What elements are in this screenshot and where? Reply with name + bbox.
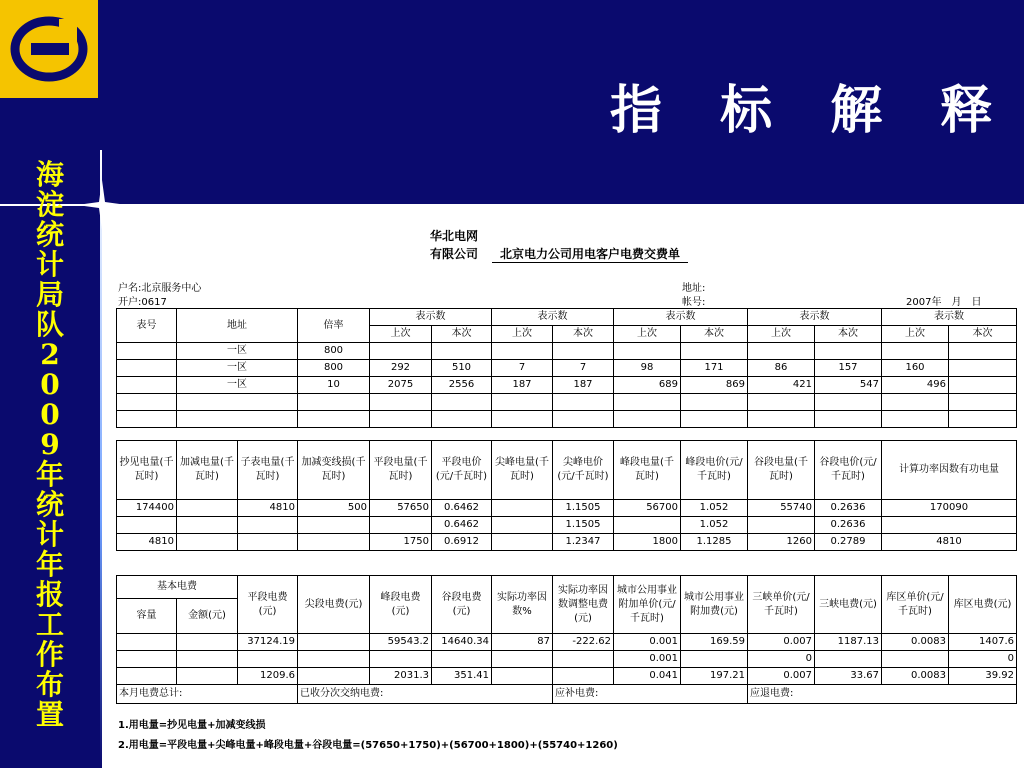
table-cell	[432, 411, 492, 428]
table-cell	[238, 517, 298, 534]
table-cell: 4810	[882, 534, 1017, 551]
table-row	[117, 377, 1017, 394]
side-title	[22, 160, 78, 730]
table-cell: 一区	[177, 343, 298, 360]
header-reading: 表示数	[492, 309, 614, 326]
table-cell	[298, 651, 370, 668]
table-cell	[177, 394, 298, 411]
bill-document	[112, 222, 1020, 762]
table-cell	[949, 360, 1017, 377]
column-header: 城市公用事业附加费(元)	[681, 576, 748, 634]
table-cell	[553, 394, 614, 411]
company-line-1: 华北电网	[430, 229, 479, 243]
bill-title: 北京电力公司用电客户电费交费单	[492, 245, 688, 263]
table-cell	[882, 343, 949, 360]
side-title-char: 淀	[35, 188, 64, 221]
account-no-label: 帐号:	[682, 297, 706, 308]
table-cell	[882, 394, 949, 411]
side-title-char: 0	[40, 398, 60, 431]
table-cell: 689	[614, 377, 681, 394]
column-header: 峰段电价(元/千瓦时)	[681, 441, 748, 500]
table-cell	[117, 651, 177, 668]
table-cell	[492, 534, 553, 551]
table-cell	[117, 668, 177, 685]
account-name: 户名:北京服务中心	[118, 283, 202, 294]
table-cell: 0.2636	[815, 500, 882, 517]
table-cell: 0.001	[614, 634, 681, 651]
table-cell: 0.6462	[432, 500, 492, 517]
side-title-char: 统	[35, 488, 64, 521]
table-cell	[553, 411, 614, 428]
table-cell: 0	[949, 651, 1017, 668]
table-row	[117, 500, 1017, 517]
table-row	[117, 534, 1017, 551]
table-cell	[492, 343, 553, 360]
table-row	[117, 634, 1017, 651]
side-title-char: 队	[35, 308, 64, 341]
header-prev: 上次	[370, 326, 432, 343]
header-capacity: 容量	[117, 599, 177, 634]
table-cell: 2556	[432, 377, 492, 394]
table-cell: 1407.6	[949, 634, 1017, 651]
table-cell	[748, 517, 815, 534]
column-header: 加减电量(千瓦时)	[177, 441, 238, 500]
table-row	[117, 651, 1017, 668]
note-2: 2.用电量=平段电量+尖峰电量+峰段电量+谷段电量=(57650+1750)+(56700+1800)+(55740+1260)	[118, 740, 618, 751]
table-cell	[748, 394, 815, 411]
table-cell	[298, 411, 370, 428]
side-title-char: 计	[35, 248, 64, 281]
table-cell	[370, 343, 432, 360]
column-header: 峰段电量(千瓦时)	[614, 441, 681, 500]
column-header: 平段电价(元/千瓦时)	[432, 441, 492, 500]
table-cell	[681, 394, 748, 411]
table-cell: 421	[748, 377, 815, 394]
table-cell	[177, 411, 298, 428]
side-title-char: 2	[40, 338, 60, 371]
table-cell: 157	[815, 360, 882, 377]
table-cell: 160	[882, 360, 949, 377]
table-row	[117, 668, 1017, 685]
side-title-char: 布	[35, 668, 64, 701]
column-header: 库区单价(元/千瓦时)	[882, 576, 949, 634]
table-cell: 800	[298, 360, 370, 377]
table-cell: 7	[492, 360, 553, 377]
table-cell	[748, 411, 815, 428]
side-title-char: 报	[35, 578, 64, 611]
bill-date: 2007年 月 日	[906, 297, 982, 308]
table-cell: 98	[614, 360, 681, 377]
table-cell	[177, 668, 238, 685]
table-cell: 869	[681, 377, 748, 394]
notes	[118, 716, 618, 756]
company-line-2: 有限公司	[430, 247, 479, 261]
table-cell	[298, 534, 370, 551]
table-cell	[492, 651, 553, 668]
header-basic-fee: 基本电费	[117, 576, 238, 599]
side-title-char: 作	[35, 638, 64, 671]
table-cell	[492, 411, 553, 428]
table-cell: 57650	[370, 500, 432, 517]
table-cell	[949, 377, 1017, 394]
side-title-char: 局	[35, 278, 64, 311]
column-header: 库区电费(元)	[949, 576, 1017, 634]
table-row	[117, 343, 1017, 360]
table-cell	[614, 343, 681, 360]
table-cell: 0.0083	[882, 634, 949, 651]
table-header-row	[117, 576, 1017, 599]
summary-total: 本月电费总计:	[117, 685, 298, 704]
table-cell	[553, 651, 614, 668]
table-cell	[117, 634, 177, 651]
table-cell: 0.2789	[815, 534, 882, 551]
header-multiplier: 倍率	[298, 309, 370, 343]
table-cell: 56700	[614, 500, 681, 517]
table-cell	[492, 394, 553, 411]
table-cell: 547	[815, 377, 882, 394]
table-cell	[681, 651, 748, 668]
table-cell: 1.1505	[553, 500, 614, 517]
table-cell	[748, 343, 815, 360]
table-cell: 800	[298, 343, 370, 360]
table-cell: 0.6912	[432, 534, 492, 551]
column-header: 三峡单价(元/千瓦时)	[748, 576, 815, 634]
table-cell	[298, 517, 370, 534]
header-amount: 金额(元)	[177, 599, 238, 634]
header-address: 地址	[177, 309, 298, 343]
table-cell: 1209.6	[238, 668, 298, 685]
header-curr: 本次	[815, 326, 882, 343]
table-cell	[681, 411, 748, 428]
table-cell	[370, 517, 432, 534]
logo	[0, 0, 98, 98]
table-cell: 1800	[614, 534, 681, 551]
column-header: 城市公用事业附加单价(元/千瓦时)	[614, 576, 681, 634]
table-cell: 0.2636	[815, 517, 882, 534]
table-cell: 7	[553, 360, 614, 377]
table-cell	[117, 360, 177, 377]
table-header-row	[117, 441, 1017, 500]
table-cell	[614, 517, 681, 534]
table-cell	[117, 394, 177, 411]
column-header: 平段电量(千瓦时)	[370, 441, 432, 500]
table-cell: 169.59	[681, 634, 748, 651]
side-title-char: 统	[35, 218, 64, 251]
header-curr: 本次	[681, 326, 748, 343]
table-cell	[177, 634, 238, 651]
table-cell	[370, 394, 432, 411]
energy-table	[116, 440, 1017, 551]
table-cell: 2031.3	[370, 668, 432, 685]
header-reading: 表示数	[748, 309, 882, 326]
table-cell: 2075	[370, 377, 432, 394]
table-cell	[492, 500, 553, 517]
table-cell: 1750	[370, 534, 432, 551]
table-cell	[432, 651, 492, 668]
table-cell: 4810	[117, 534, 177, 551]
table-cell: 351.41	[432, 668, 492, 685]
side-title-char: 9	[40, 428, 60, 461]
table-cell: -222.62	[553, 634, 614, 651]
table-cell: 0.041	[614, 668, 681, 685]
table-cell	[177, 500, 238, 517]
table-cell: 0	[748, 651, 815, 668]
summary-paid: 已收分次交纳电费:	[298, 685, 553, 704]
side-title-char: 年	[35, 458, 64, 491]
column-header: 谷段电价(元/千瓦时)	[815, 441, 882, 500]
table-cell	[370, 411, 432, 428]
table-cell	[432, 343, 492, 360]
fee-table	[116, 575, 1017, 704]
table-cell: 1.052	[681, 500, 748, 517]
table-cell: 187	[553, 377, 614, 394]
table-row	[117, 411, 1017, 428]
table-cell	[492, 517, 553, 534]
table-cell: 1260	[748, 534, 815, 551]
table-cell	[614, 394, 681, 411]
company-name	[430, 227, 478, 263]
table-cell: 4810	[238, 500, 298, 517]
account-open: 开户:0617	[118, 297, 167, 308]
header-prev: 上次	[614, 326, 681, 343]
table-cell: 0.007	[748, 668, 815, 685]
header-curr: 本次	[553, 326, 614, 343]
table-cell: 1.1505	[553, 517, 614, 534]
column-header: 平段电费(元)	[238, 576, 298, 634]
note-1: 1.用电量=抄见电量+加减变线损	[118, 720, 266, 731]
table-cell: 86	[748, 360, 815, 377]
table-cell: 510	[432, 360, 492, 377]
table-cell	[177, 517, 238, 534]
table-cell	[815, 343, 882, 360]
column-header: 尖峰电价(元/千瓦时)	[553, 441, 614, 500]
column-header: 谷段电量(千瓦时)	[748, 441, 815, 500]
table-cell: 174400	[117, 500, 177, 517]
table-cell	[117, 377, 177, 394]
header-prev: 上次	[882, 326, 949, 343]
table-cell	[553, 343, 614, 360]
table-cell: 10	[298, 377, 370, 394]
table-cell	[238, 534, 298, 551]
column-header: 三峡电费(元)	[815, 576, 882, 634]
side-title-char: 工	[35, 608, 64, 641]
table-cell: 0.007	[748, 634, 815, 651]
divider-vertical	[100, 150, 102, 768]
table-cell	[492, 668, 553, 685]
column-header: 抄见电量(千瓦时)	[117, 441, 177, 500]
table-cell: 1.1285	[681, 534, 748, 551]
column-header: 子表电量(千瓦时)	[238, 441, 298, 500]
table-cell	[177, 534, 238, 551]
table-cell: 1.2347	[553, 534, 614, 551]
table-row	[117, 360, 1017, 377]
column-header: 计算功率因数有功电量	[882, 441, 1017, 500]
table-cell: 500	[298, 500, 370, 517]
side-title-char: 置	[35, 698, 64, 731]
table-cell: 187	[492, 377, 553, 394]
column-header: 尖段电费(元)	[298, 576, 370, 634]
table-cell	[117, 517, 177, 534]
table-cell: 一区	[177, 377, 298, 394]
table-cell: 0.001	[614, 651, 681, 668]
header-prev: 上次	[492, 326, 553, 343]
table-row	[117, 394, 1017, 411]
table-cell	[117, 343, 177, 360]
table-cell	[815, 394, 882, 411]
side-title-char: 年	[35, 548, 64, 581]
table-cell	[238, 651, 298, 668]
table-cell	[298, 394, 370, 411]
column-header: 尖峰电量(千瓦时)	[492, 441, 553, 500]
header-curr: 本次	[949, 326, 1017, 343]
table-cell: 14640.34	[432, 634, 492, 651]
table-cell	[882, 651, 949, 668]
header-prev: 上次	[748, 326, 815, 343]
table-cell: 39.92	[949, 668, 1017, 685]
header-reading: 表示数	[882, 309, 1017, 326]
column-header: 谷段电费(元)	[432, 576, 492, 634]
table-cell	[370, 651, 432, 668]
header-reading: 表示数	[614, 309, 748, 326]
table-row	[117, 517, 1017, 534]
table-cell	[882, 411, 949, 428]
meter-table	[116, 308, 1017, 428]
header-curr: 本次	[432, 326, 492, 343]
table-cell	[815, 411, 882, 428]
table-cell	[681, 343, 748, 360]
table-cell: 1.052	[681, 517, 748, 534]
table-cell	[177, 651, 238, 668]
header-meter-no: 表号	[117, 309, 177, 343]
table-cell	[298, 668, 370, 685]
table-cell	[949, 394, 1017, 411]
slide-title: 指 标 解 释	[610, 80, 1013, 141]
table-cell: 37124.19	[238, 634, 298, 651]
table-cell: 170090	[882, 500, 1017, 517]
bureau-logo-icon	[9, 9, 89, 89]
address-label: 地址:	[682, 283, 706, 294]
column-header: 加减变线损(千瓦时)	[298, 441, 370, 500]
column-header: 实际功率因数%	[492, 576, 553, 634]
table-cell: 59543.2	[370, 634, 432, 651]
side-title-char: 0	[40, 368, 60, 401]
table-cell	[553, 668, 614, 685]
table-cell: 496	[882, 377, 949, 394]
side-title-char: 计	[35, 518, 64, 551]
summary-row	[117, 685, 1017, 704]
table-cell	[949, 411, 1017, 428]
column-header: 峰段电费(元)	[370, 576, 432, 634]
table-cell	[117, 411, 177, 428]
table-cell: 0.6462	[432, 517, 492, 534]
header-reading: 表示数	[370, 309, 492, 326]
summary-extra: 应补电费:	[553, 685, 748, 704]
table-cell	[614, 411, 681, 428]
table-cell	[298, 634, 370, 651]
table-cell: 171	[681, 360, 748, 377]
table-cell: 0.0083	[882, 668, 949, 685]
table-cell	[882, 517, 1017, 534]
table-cell	[949, 343, 1017, 360]
table-cell: 一区	[177, 360, 298, 377]
table-cell	[815, 651, 882, 668]
column-header: 实际功率因数调整电费(元)	[553, 576, 614, 634]
table-cell: 292	[370, 360, 432, 377]
divider-horizontal	[0, 204, 1024, 206]
table-cell: 87	[492, 634, 553, 651]
table-cell: 1187.13	[815, 634, 882, 651]
side-title-char: 海	[35, 158, 64, 191]
summary-refund: 应退电费:	[748, 685, 1017, 704]
table-cell: 197.21	[681, 668, 748, 685]
table-cell: 33.67	[815, 668, 882, 685]
table-cell	[432, 394, 492, 411]
table-cell: 55740	[748, 500, 815, 517]
